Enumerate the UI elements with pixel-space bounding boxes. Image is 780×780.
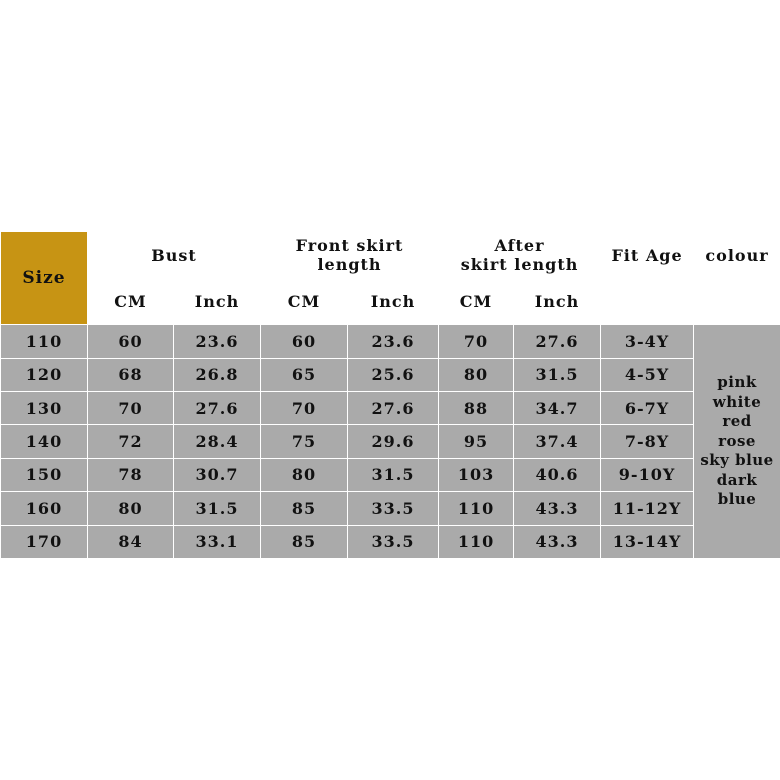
after-cm-header: CM xyxy=(439,279,514,325)
bust-header xyxy=(88,232,261,280)
front-cm-cell: 75 xyxy=(261,425,348,458)
colour-option: dark xyxy=(716,470,758,489)
table-row xyxy=(1,358,780,391)
after-cm-cell: 88 xyxy=(439,391,514,424)
table-row xyxy=(1,325,780,358)
bust-inch-cell: 23.6 xyxy=(174,325,261,358)
after-cm-cell: 110 xyxy=(439,492,514,525)
size-cell: 170 xyxy=(1,525,88,558)
after-header-line1: After xyxy=(494,236,545,256)
colour-option: pink xyxy=(717,373,757,392)
colour-header xyxy=(694,232,780,280)
fit-age-cell: 11-12Y xyxy=(601,492,694,525)
size-cell: 150 xyxy=(1,458,88,491)
front-inch-cell: 27.6 xyxy=(348,391,439,424)
bust-inch-cell: 26.8 xyxy=(174,358,261,391)
front-inch-cell: 33.5 xyxy=(348,492,439,525)
after-skirt-length-header xyxy=(439,232,601,280)
after-inch-cell: 37.4 xyxy=(514,425,601,458)
fit-age-header-label: Fit Age xyxy=(611,245,683,265)
size-cell: 130 xyxy=(1,391,88,424)
bust-cm-cell: 70 xyxy=(88,391,174,424)
after-cm-cell: 95 xyxy=(439,425,514,458)
front-cm-header: CM xyxy=(261,279,348,325)
front-inch-cell: 31.5 xyxy=(348,458,439,491)
colour-option: red xyxy=(722,412,752,431)
bust-cm-cell: 60 xyxy=(88,325,174,358)
unit-header-row xyxy=(1,279,780,325)
front-inch-cell: 25.6 xyxy=(348,358,439,391)
colour-subheader xyxy=(694,279,780,325)
after-cm-cell: 80 xyxy=(439,358,514,391)
size-header xyxy=(1,232,88,325)
size-cell: 120 xyxy=(1,358,88,391)
front-cm-cell: 85 xyxy=(261,525,348,558)
bust-inch-cell: 27.6 xyxy=(174,391,261,424)
header-row xyxy=(1,232,780,280)
after-inch-header: Inch xyxy=(514,279,601,325)
after-inch-cell: 40.6 xyxy=(514,458,601,491)
after-inch-cell: 27.6 xyxy=(514,325,601,358)
colour-option: white xyxy=(712,392,762,411)
bust-cm-cell: 84 xyxy=(88,525,174,558)
fit-age-cell: 6-7Y xyxy=(601,391,694,424)
bust-header-label: Bust xyxy=(151,245,197,265)
colour-header-label: colour xyxy=(705,245,769,265)
after-cm-cell: 110 xyxy=(439,525,514,558)
size-cell: 140 xyxy=(1,425,88,458)
front-skirt-length-header xyxy=(261,232,439,280)
size-chart-table xyxy=(0,231,780,559)
bust-cm-header: CM xyxy=(88,279,174,325)
colour-option: sky blue xyxy=(700,451,774,470)
bust-inch-cell: 28.4 xyxy=(174,425,261,458)
fit-age-subheader xyxy=(601,279,694,325)
front-inch-header: Inch xyxy=(348,279,439,325)
fit-age-cell: 9-10Y xyxy=(601,458,694,491)
fit-age-header xyxy=(601,232,694,280)
bust-inch-cell: 33.1 xyxy=(174,525,261,558)
fit-age-cell: 13-14Y xyxy=(601,525,694,558)
size-header-label: Size xyxy=(22,268,66,289)
after-cm-cell: 103 xyxy=(439,458,514,491)
size-cell: 160 xyxy=(1,492,88,525)
bust-cm-cell: 80 xyxy=(88,492,174,525)
front-header-line1: Front skirt xyxy=(295,236,404,256)
bust-cm-cell: 68 xyxy=(88,358,174,391)
after-cm-cell: 70 xyxy=(439,325,514,358)
table-row xyxy=(1,425,780,458)
colour-option: blue xyxy=(717,490,757,509)
front-header-line2: length xyxy=(317,255,382,275)
fit-age-cell: 7-8Y xyxy=(601,425,694,458)
size-cell: 110 xyxy=(1,325,88,358)
front-cm-cell: 70 xyxy=(261,391,348,424)
after-header-line2: skirt length xyxy=(460,255,579,275)
bust-cm-cell: 72 xyxy=(88,425,174,458)
after-inch-cell: 31.5 xyxy=(514,358,601,391)
table-row xyxy=(1,525,780,558)
table-row xyxy=(1,391,780,424)
front-cm-cell: 60 xyxy=(261,325,348,358)
front-cm-cell: 80 xyxy=(261,458,348,491)
colour-options-cell xyxy=(694,325,780,559)
front-inch-cell: 33.5 xyxy=(348,525,439,558)
bust-inch-cell: 30.7 xyxy=(174,458,261,491)
after-inch-cell: 43.3 xyxy=(514,492,601,525)
bust-cm-cell: 78 xyxy=(88,458,174,491)
front-inch-cell: 29.6 xyxy=(348,425,439,458)
table-row xyxy=(1,458,780,491)
fit-age-cell: 3-4Y xyxy=(601,325,694,358)
bust-inch-header: Inch xyxy=(174,279,261,325)
bust-inch-cell: 31.5 xyxy=(174,492,261,525)
after-inch-cell: 34.7 xyxy=(514,391,601,424)
fit-age-cell: 4-5Y xyxy=(601,358,694,391)
after-inch-cell: 43.3 xyxy=(514,525,601,558)
front-cm-cell: 65 xyxy=(261,358,348,391)
table-row xyxy=(1,492,780,525)
front-inch-cell: 23.6 xyxy=(348,325,439,358)
front-cm-cell: 85 xyxy=(261,492,348,525)
colour-option: rose xyxy=(718,431,756,450)
